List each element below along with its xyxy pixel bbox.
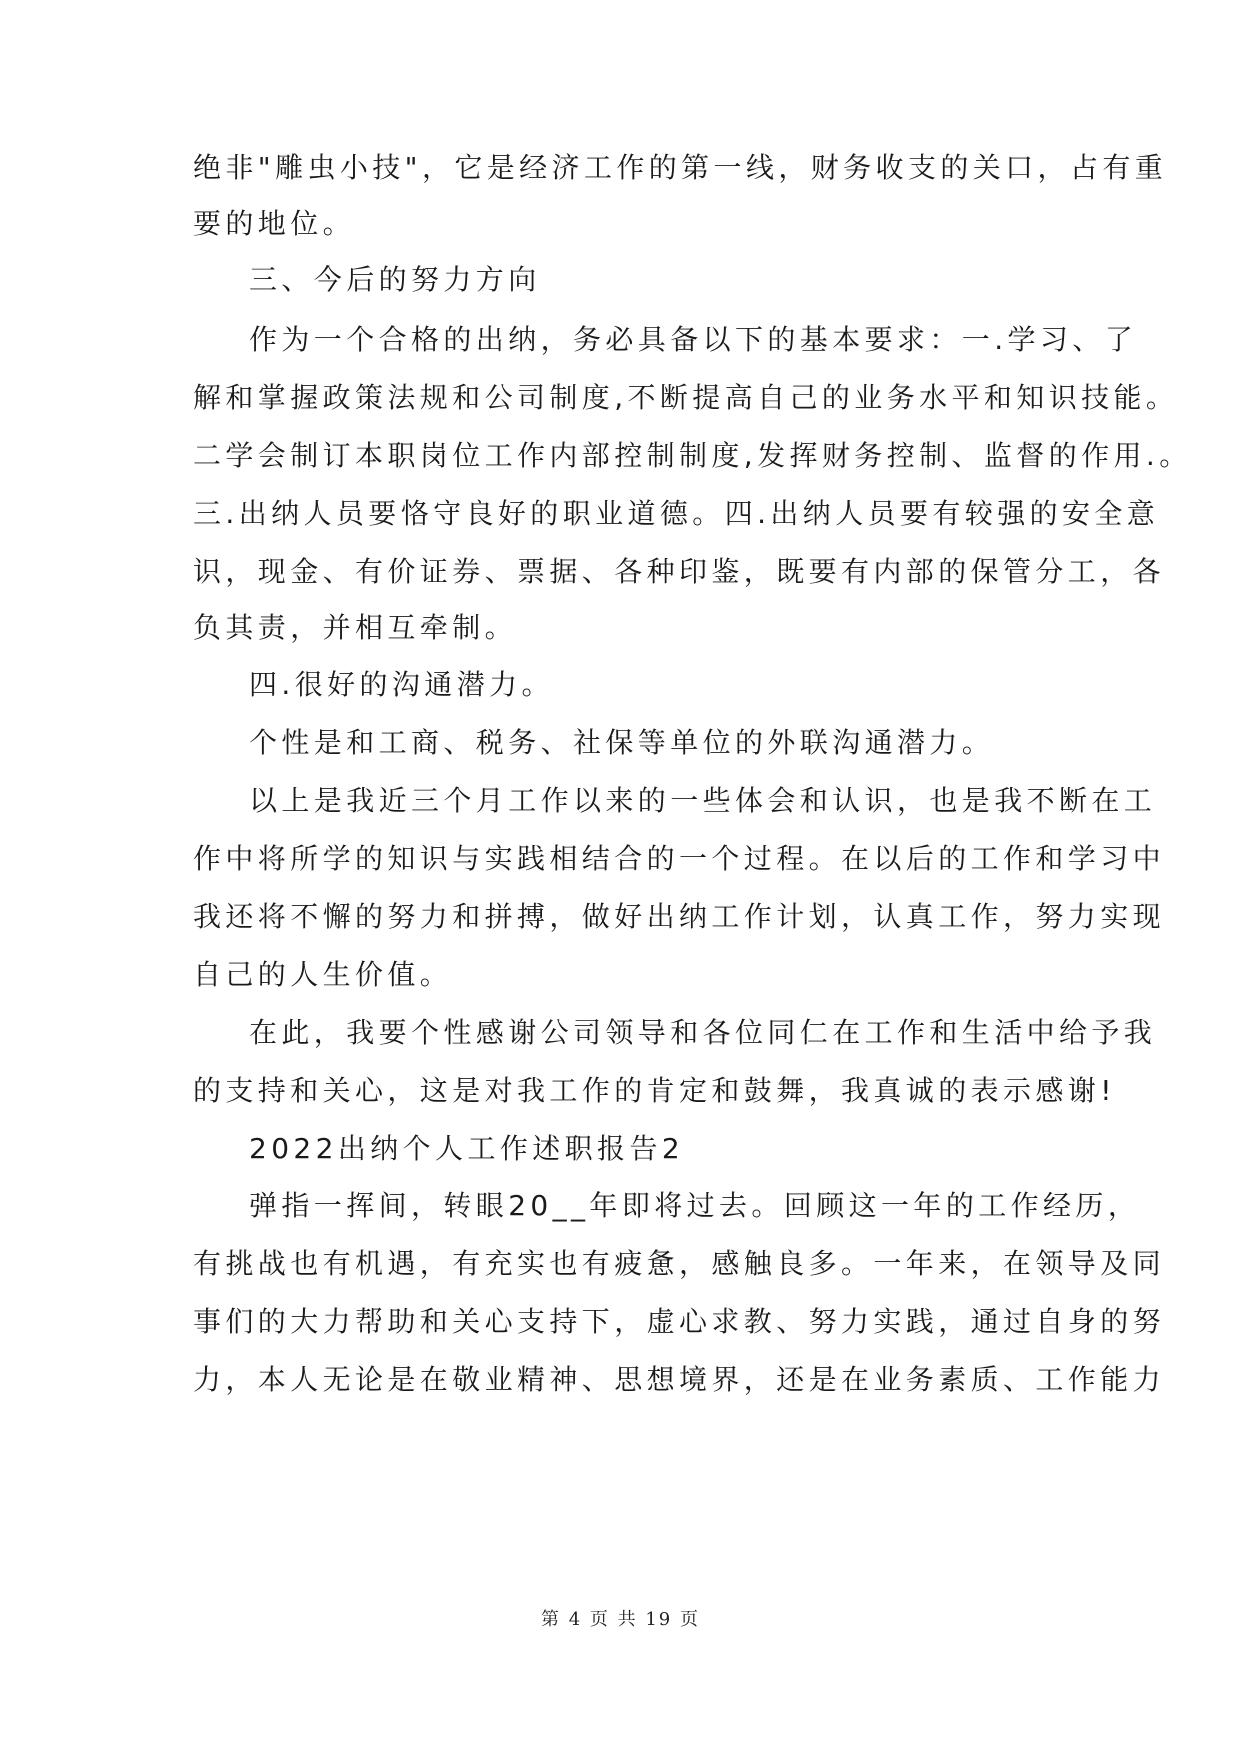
text-line: 要的地位。 xyxy=(193,207,356,240)
text-line: 我还将不懈的努力和拼搏，做好出纳工作计划，认真工作，努力实现 xyxy=(193,900,1166,933)
section-heading: 四.很好的沟通潜力。 xyxy=(249,668,554,701)
text-line: 在此，我要个性感谢公司领导和各位同仁在工作和生活中给予我 xyxy=(249,1016,1157,1049)
text-line: 绝非"雕虫小技"，它是经济工作的第一线，财务收支的关口，占有重 xyxy=(193,151,1168,184)
text-line: 的支持和关心，这是对我工作的肯定和鼓舞，我真诚的表示感谢! xyxy=(193,1074,1116,1107)
text-line: 作为一个合格的出纳，务必具备以下的基本要求：一.学习、了 xyxy=(249,323,1138,356)
text-line: 弹指一挥间，转眼20__年即将过去。回顾这一年的工作经历， xyxy=(249,1189,1141,1222)
page-number-footer: 第 4 页 共 19 页 xyxy=(541,1609,700,1630)
text-line: 力，本人无论是在敬业精神、思想境界，还是在业务素质、工作能力 xyxy=(193,1363,1166,1396)
section-heading: 三、今后的努力方向 xyxy=(249,263,541,296)
text-line: 事们的大力帮助和关心支持下，虚心求教、努力实践，通过自身的努 xyxy=(193,1305,1166,1338)
section-heading: 2022出纳个人工作述职报告2 xyxy=(249,1132,685,1165)
text-line: 解和掌握政策法规和公司制度,不断提高自己的业务水平和知识技能。 xyxy=(193,381,1179,414)
text-line: 个性是和工商、税务、社保等单位的外联沟通潜力。 xyxy=(249,726,995,759)
text-line: 自己的人生价值。 xyxy=(193,958,453,991)
text-line: 作中将所学的知识与实践相结合的一个过程。在以后的工作和学习中 xyxy=(193,842,1166,875)
text-line: 二学会制订本职岗位工作内部控制制度,发挥财务控制、监督的作用.。 xyxy=(193,439,1192,472)
text-line: 识，现金、有价证券、票据、各种印鉴，既要有内部的保管分工，各 xyxy=(193,555,1166,588)
text-line: 以上是我近三个月工作以来的一些体会和认识，也是我不断在工 xyxy=(249,784,1157,817)
text-line: 负其责，并相互牵制。 xyxy=(193,611,518,644)
text-line: 三.出纳人员要恪守良好的职业道德。四.出纳人员要有较强的安全意 xyxy=(193,497,1160,530)
text-line: 有挑战也有机遇，有充实也有疲惫，感触良多。一年来，在领导及同 xyxy=(193,1247,1166,1280)
